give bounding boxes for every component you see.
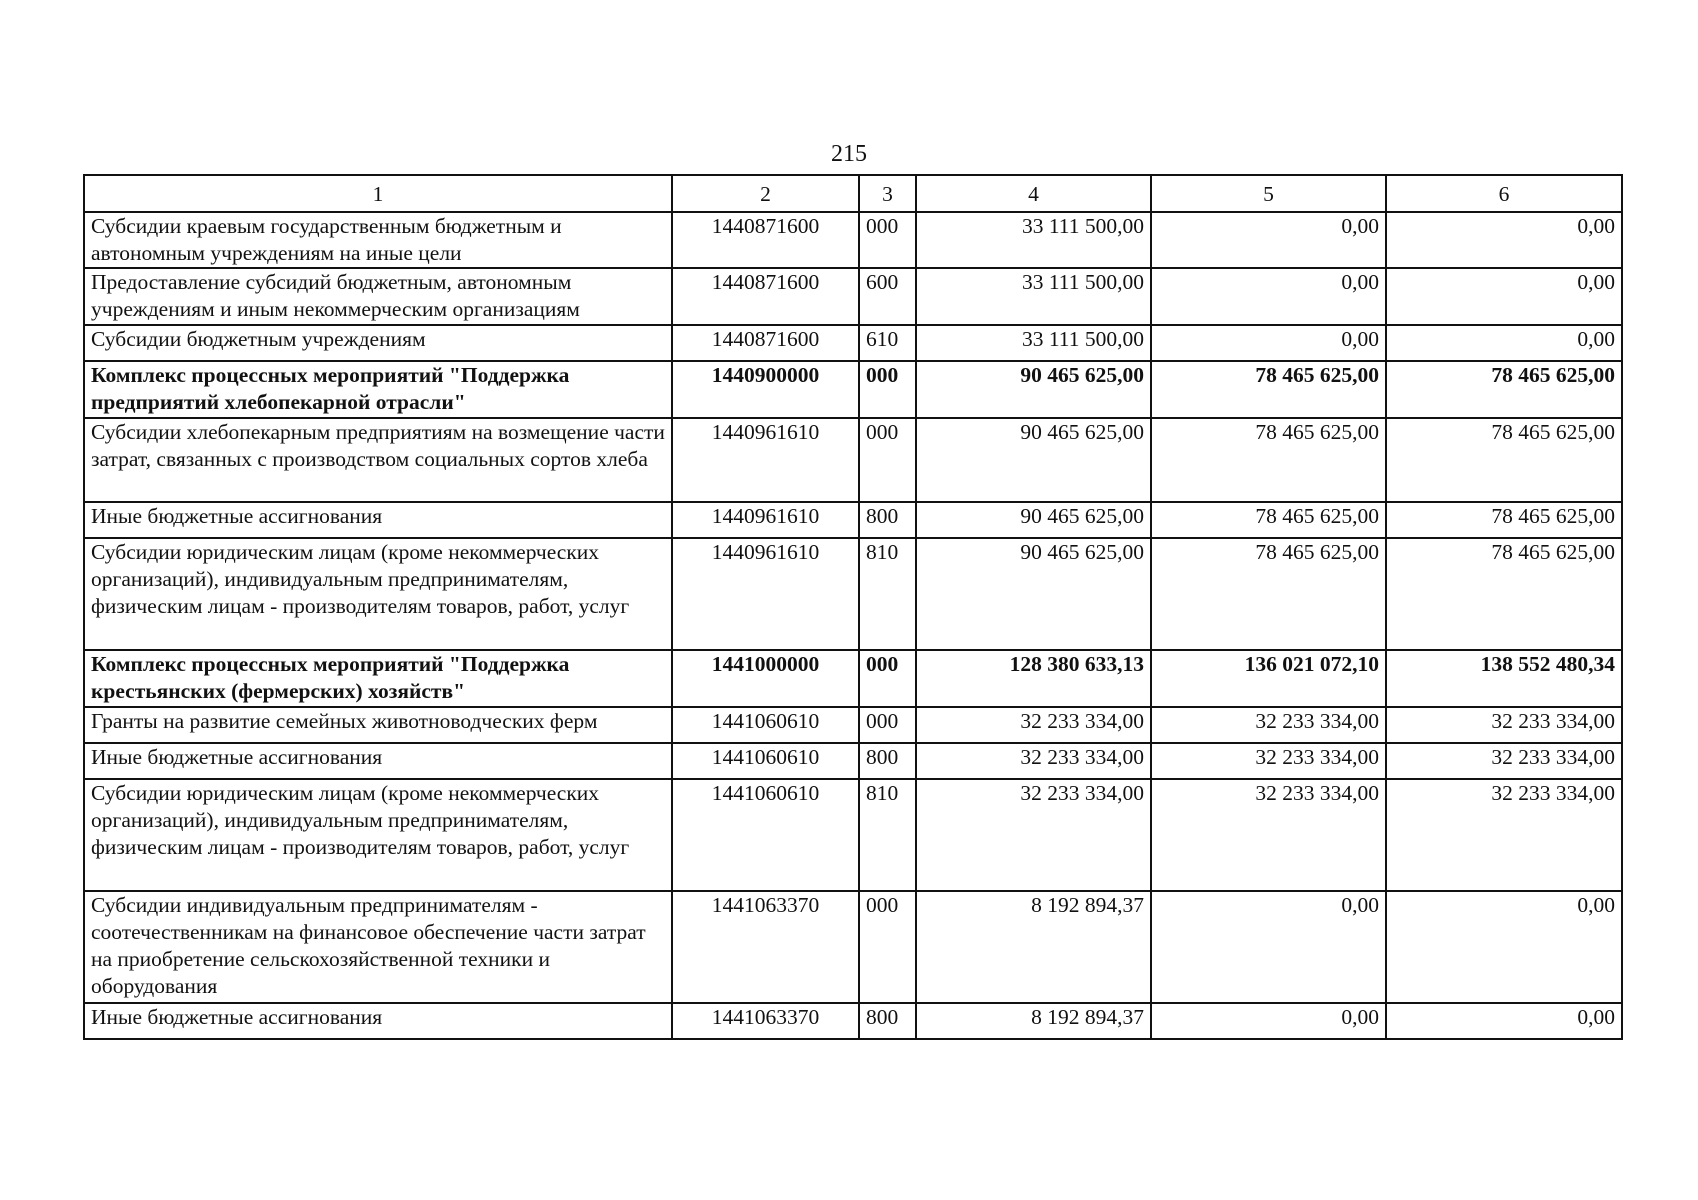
column-header: 6	[1386, 175, 1622, 212]
page-number: 215	[831, 141, 867, 167]
row-name: Иные бюджетные ассигнования	[84, 502, 672, 538]
row-code: 1440871600	[672, 212, 859, 268]
table-row	[84, 268, 1622, 325]
column-header: 4	[916, 175, 1151, 212]
row-name: Иные бюджетные ассигнования	[84, 743, 672, 779]
amount-col5: 78 465 625,00	[1151, 538, 1386, 650]
table-row	[84, 418, 1622, 502]
amount-col4: 128 380 633,13	[916, 650, 1151, 707]
amount-col6: 32 233 334,00	[1386, 707, 1622, 743]
amount-col6: 32 233 334,00	[1386, 779, 1622, 891]
amount-col5: 32 233 334,00	[1151, 707, 1386, 743]
row-name: Гранты на развитие семейных животноводческих ферм	[84, 707, 672, 743]
row-code: 1440871600	[672, 268, 859, 325]
column-header: 5	[1151, 175, 1386, 212]
amount-col4: 90 465 625,00	[916, 418, 1151, 502]
amount-col6: 0,00	[1386, 325, 1622, 361]
table-row	[84, 707, 1622, 743]
row-code: 1441060610	[672, 707, 859, 743]
row-type: 810	[859, 538, 916, 650]
row-name: Субсидии хлебопекарным предприятиям на возмещение части затрат, связанных с производством социальных сортов хлеба	[84, 418, 672, 502]
amount-col4: 33 111 500,00	[916, 325, 1151, 361]
amount-col5: 78 465 625,00	[1151, 418, 1386, 502]
table-row	[84, 743, 1622, 779]
table-row	[84, 325, 1622, 361]
amount-col5: 32 233 334,00	[1151, 743, 1386, 779]
row-code: 1440871600	[672, 325, 859, 361]
row-name: Предоставление субсидий бюджетным, автономным учреждениям и иным некоммерческим организациям	[84, 268, 672, 325]
row-code: 1441063370	[672, 891, 859, 1003]
amount-col4: 90 465 625,00	[916, 538, 1151, 650]
table-row-subtotal	[84, 361, 1622, 418]
amount-col5: 0,00	[1151, 268, 1386, 325]
budget-table	[83, 174, 1623, 1040]
row-type: 000	[859, 891, 916, 1003]
amount-col4: 8 192 894,37	[916, 1003, 1151, 1039]
row-type: 800	[859, 502, 916, 538]
table-row	[84, 891, 1622, 1003]
amount-col6: 78 465 625,00	[1386, 361, 1622, 418]
row-code: 1441060610	[672, 743, 859, 779]
table-row	[84, 538, 1622, 650]
amount-col5: 0,00	[1151, 212, 1386, 268]
row-type: 000	[859, 361, 916, 418]
row-code: 1441063370	[672, 1003, 859, 1039]
amount-col6: 0,00	[1386, 891, 1622, 1003]
amount-col6: 78 465 625,00	[1386, 502, 1622, 538]
amount-col6: 0,00	[1386, 1003, 1622, 1039]
row-name: Иные бюджетные ассигнования	[84, 1003, 672, 1039]
table-row-subtotal	[84, 650, 1622, 707]
amount-col4: 90 465 625,00	[916, 361, 1151, 418]
column-header: 3	[859, 175, 916, 212]
row-type: 000	[859, 707, 916, 743]
amount-col4: 90 465 625,00	[916, 502, 1151, 538]
table-row	[84, 212, 1622, 268]
amount-col5: 0,00	[1151, 1003, 1386, 1039]
row-code: 1440961610	[672, 502, 859, 538]
row-type: 800	[859, 743, 916, 779]
amount-col6: 32 233 334,00	[1386, 743, 1622, 779]
row-name: Субсидии краевым государственным бюджетным и автономным учреждениям на иные цели	[84, 212, 672, 268]
row-type: 600	[859, 268, 916, 325]
amount-col4: 32 233 334,00	[916, 743, 1151, 779]
row-code: 1440961610	[672, 538, 859, 650]
amount-col6: 0,00	[1386, 212, 1622, 268]
column-header: 1	[84, 175, 672, 212]
row-name: Комплекс процессных мероприятий "Поддержка предприятий хлебопекарной отрасли"	[84, 361, 672, 418]
table-row	[84, 779, 1622, 891]
amount-col4: 32 233 334,00	[916, 779, 1151, 891]
row-type: 610	[859, 325, 916, 361]
amount-col6: 78 465 625,00	[1386, 418, 1622, 502]
amount-col5: 78 465 625,00	[1151, 502, 1386, 538]
row-name: Субсидии юридическим лицам (кроме некоммерческих организаций), индивидуальным предпринимателям, физическим лицам - производителям товаров, работ, услуг	[84, 538, 672, 650]
table-header-row	[84, 175, 1622, 212]
row-code: 1440900000	[672, 361, 859, 418]
row-code: 1441060610	[672, 779, 859, 891]
row-name: Комплекс процессных мероприятий "Поддержка крестьянских (фермерских) хозяйств"	[84, 650, 672, 707]
row-code: 1441000000	[672, 650, 859, 707]
amount-col6: 78 465 625,00	[1386, 538, 1622, 650]
row-type: 000	[859, 212, 916, 268]
table-row	[84, 1003, 1622, 1039]
row-name: Субсидии юридическим лицам (кроме некоммерческих организаций), индивидуальным предпринимателям, физическим лицам - производителям товаров, работ, услуг	[84, 779, 672, 891]
amount-col6: 138 552 480,34	[1386, 650, 1622, 707]
amount-col5: 136 021 072,10	[1151, 650, 1386, 707]
amount-col4: 33 111 500,00	[916, 212, 1151, 268]
row-name: Субсидии индивидуальным предпринимателям - соотечественникам на финансовое обеспечение части затрат на приобретение сельскохозяйственной техники и оборудования	[84, 891, 672, 1003]
amount-col4: 8 192 894,37	[916, 891, 1151, 1003]
row-code: 1440961610	[672, 418, 859, 502]
amount-col5: 0,00	[1151, 891, 1386, 1003]
row-name: Субсидии бюджетным учреждениям	[84, 325, 672, 361]
column-header: 2	[672, 175, 859, 212]
table-row	[84, 502, 1622, 538]
row-type: 810	[859, 779, 916, 891]
amount-col5: 32 233 334,00	[1151, 779, 1386, 891]
amount-col5: 78 465 625,00	[1151, 361, 1386, 418]
amount-col5: 0,00	[1151, 325, 1386, 361]
row-type: 800	[859, 1003, 916, 1039]
amount-col6: 0,00	[1386, 268, 1622, 325]
row-type: 000	[859, 418, 916, 502]
amount-col4: 33 111 500,00	[916, 268, 1151, 325]
amount-col4: 32 233 334,00	[916, 707, 1151, 743]
row-type: 000	[859, 650, 916, 707]
